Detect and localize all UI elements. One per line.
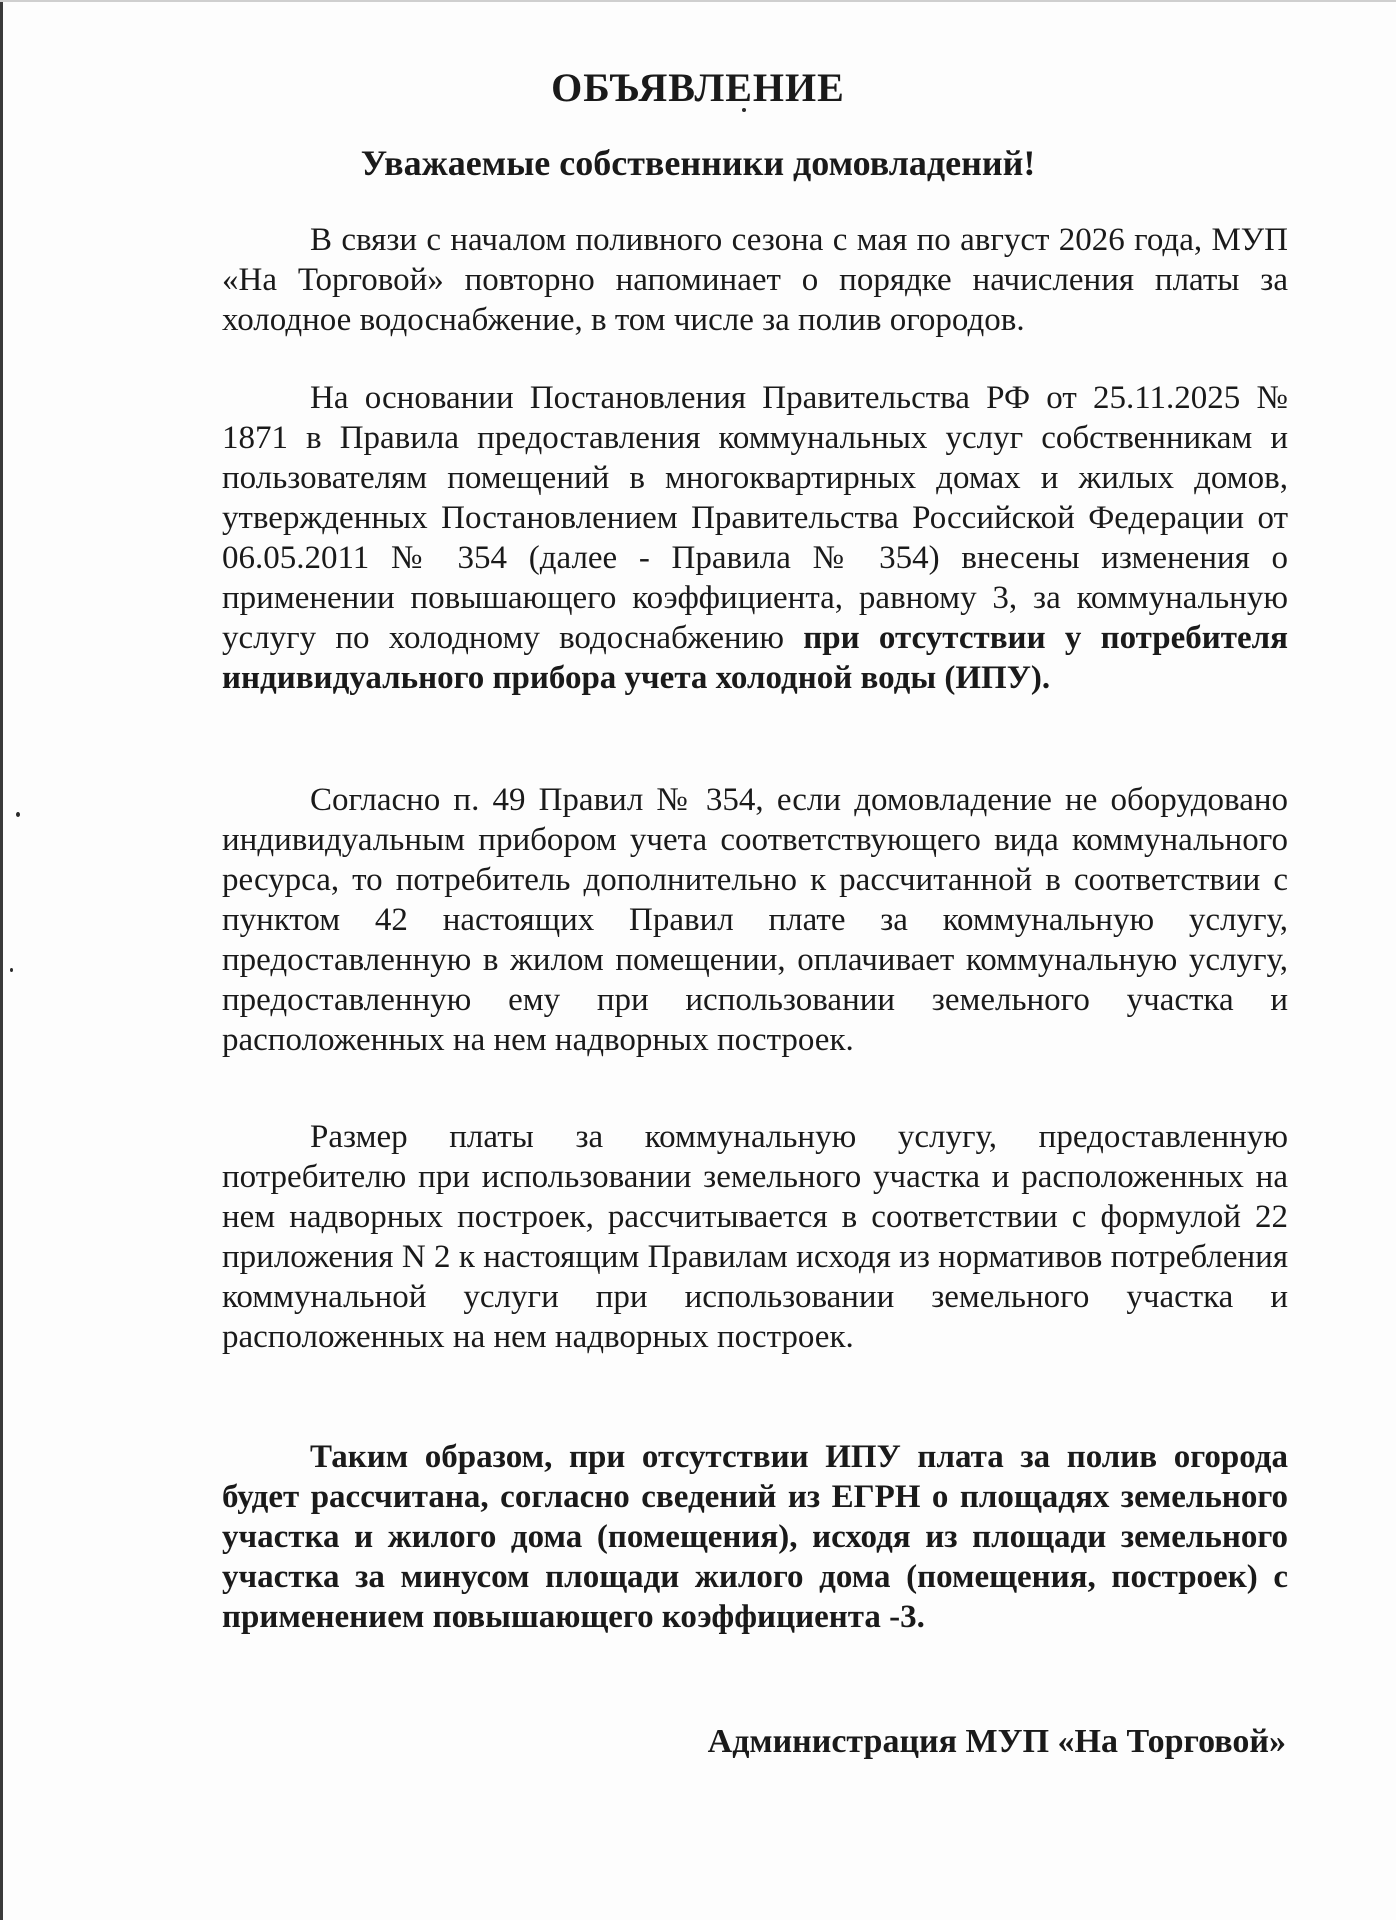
document-title: ОБЪЯВЛЕНИЕ: [551, 65, 845, 110]
decree-emphasis: при отсутствии у потребителя индивидуального прибора учета холодной воды (ИПУ).: [222, 620, 1288, 696]
paragraph-government-decree: [222, 378, 1288, 698]
paragraph-rule-49: Согласно п. 49 Правил № 354, если домовладение не оборудовано индивидуальным прибором учета соответствующего вида коммунального ресурса, то потребитель дополнительно к рассчитанной в соответствии с пунктом 42 настоящих Правил плате за коммунальную услугу, предоставленную в жилом помещении, оплачивает коммунальную услугу, предоставленную ему при использовании земельного участка и расположенных на нем надворных построек.: [222, 782, 1288, 1058]
decree-text: На основании Постановления Правительства РФ от 25.11.2025 № 1871 в Правила предоставления коммунальных услуг собственникам и пользователям помещений в многоквартирных домах и жилых домов, утвержденных Постановлением Правительства Российской Федерации от 06.05.2011 № 354 (далее - Правила № 354) внесены изменения о применении повышающего коэффициента, равному 3, за коммунальную услугу по холодному водоснабжению: [222, 380, 1288, 656]
paragraph-payment-size: Размер платы за коммунальную услугу, предоставленную потребителю при использовании земельного участка и расположенных на нем надворных построек, рассчитывается в соответствии с формулой 22 приложения N 2 к настоящим Правилам исходя из нормативов потребления коммунальной услуги при использовании земельного участка и расположенных на нем надворных построек.: [222, 1119, 1288, 1355]
scan-speck: [16, 812, 20, 817]
scan-speck: [10, 968, 13, 972]
document-greeting: Уважаемые собственники домовладений!: [360, 143, 1036, 183]
scan-left-edge: [0, 0, 3, 1920]
paragraph-watering-season: В связи с началом поливного сезона с мая по август 2026 года, МУП «На Торговой» повторно напоминает о порядке начисления платы за холодное водоснабжение, в том числе за полив огородов.: [222, 222, 1288, 338]
signature: Администрация МУП «На Торговой»: [707, 1723, 1286, 1760]
paragraph-conclusion: Таким образом, при отсутствии ИПУ плата за полив огорода будет рассчитана, согласно сведений из ЕГРН о площадях земельного участка и жилого дома (помещения), исходя из площади земельного участка за минусом площади жилого дома (помещения, построек) с применением повышающего коэффициента -3.: [222, 1439, 1288, 1635]
scan-top-edge: [0, 0, 1396, 2]
